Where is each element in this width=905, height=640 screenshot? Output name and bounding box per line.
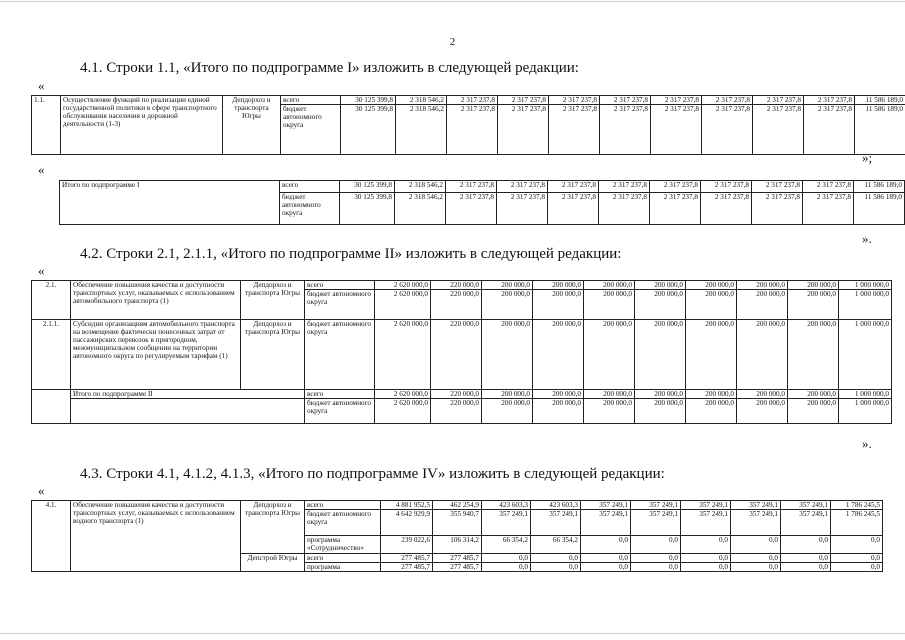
table-cell: 200 000,0 [686, 320, 737, 390]
table-cell: 2 317 237,8 [447, 96, 498, 105]
table-cell: 2 317 237,8 [548, 181, 599, 193]
table-cell: 1 000 000,0 [839, 290, 892, 320]
table-cell: 200 000,0 [482, 390, 533, 399]
table-cell: 2 317 237,8 [599, 193, 650, 225]
table-cell: 200 000,0 [584, 320, 635, 390]
table-total-I [59, 180, 905, 225]
table-cell: всего [305, 281, 375, 290]
table-cell: Депдорхоз и транспорта Югры [241, 501, 305, 554]
table-cell: 2 318 546,2 [396, 96, 447, 105]
table-cell: 0,0 [731, 554, 781, 563]
quote-close: ». [862, 436, 872, 451]
table-cell: 200 000,0 [788, 399, 839, 424]
table-cell: 357 249,1 [581, 510, 631, 536]
table-cell: 0,0 [631, 563, 681, 572]
table-cell: 2 317 237,8 [600, 105, 651, 155]
table-cell: 2.1.1. [32, 320, 71, 390]
table-cell: 4 881 952,5 [381, 501, 433, 510]
table-cell: 200 000,0 [737, 390, 788, 399]
table-cell: программа «Сотрудничество» [305, 536, 381, 554]
table-cell: 2 317 237,8 [549, 96, 600, 105]
table-cell: 2 317 237,8 [701, 193, 752, 225]
table-cell: 200 000,0 [482, 290, 533, 320]
table-cell: Осуществление функций по реализации единой государственной политики в сфере транспортного обслуживания населения и дорожной деятельности (1-3) [61, 96, 223, 155]
table-cell: 2 317 237,8 [650, 181, 701, 193]
table-cell: бюджет автономного округа [305, 320, 375, 390]
table-row [32, 96, 905, 105]
table-cell: всего [305, 501, 381, 510]
section-heading-4-1: 4.1. Строки 1.1, «Итого по подпрограмме I» изложить в следующей редакции: [80, 60, 579, 76]
table-cell: бюджет автономного округа [305, 510, 381, 536]
table-cell [32, 390, 71, 424]
table-cell: 239 022,6 [381, 536, 433, 554]
table-cell: 66 354,2 [482, 536, 531, 554]
table-cell: 0,0 [631, 554, 681, 563]
table-cell: 220 000,0 [431, 281, 482, 290]
table-cell: 357 249,1 [681, 510, 731, 536]
table-cell: 200 000,0 [635, 390, 686, 399]
table-cell: 357 249,1 [581, 501, 631, 510]
table-cell: 277 485,7 [381, 563, 433, 572]
table-cell: 0,0 [681, 536, 731, 554]
table-cell: 2 317 237,8 [549, 105, 600, 155]
table-cell: 0,0 [831, 554, 883, 563]
table-cell: 1 786 245,5 [831, 510, 883, 536]
table-cell: 0,0 [831, 536, 883, 554]
table-cell: 200 000,0 [584, 399, 635, 424]
table-cell: 200 000,0 [635, 399, 686, 424]
table-cell: 2 317 237,8 [497, 181, 548, 193]
table-cell: 2.1. [32, 281, 71, 320]
table-cell: 220 000,0 [431, 399, 482, 424]
quote-close: ». [862, 231, 872, 246]
scan-edge-top [0, 1, 905, 2]
table-cell: 1.1. [32, 96, 61, 155]
quote-open: « [38, 483, 45, 498]
table-cell: бюджет автономного округа [305, 290, 375, 320]
table-cell: 30 125 399,8 [341, 96, 396, 105]
table-cell: 200 000,0 [635, 281, 686, 290]
table-cell: бюджет автономного округа [281, 105, 341, 155]
table-cell: 0,0 [581, 536, 631, 554]
table-cell: 2 317 237,8 [752, 193, 803, 225]
table-cell: 423 603,3 [531, 501, 581, 510]
table-cell: 0,0 [731, 536, 781, 554]
table-cell: 2 317 237,8 [702, 96, 753, 105]
table-row [60, 181, 905, 193]
table-cell: 2 317 237,8 [753, 96, 804, 105]
table-cell: 2 317 237,8 [651, 96, 702, 105]
table-cell: 1 000 000,0 [839, 281, 892, 290]
table-cell: Субсидии организациям автомобильного транспорта на возмещение фактически понесенных затрат от пассажирских перевозок в пригородном, межмуниципальном сообщении на территории автономного округа по регулируемым тарифам (1) [71, 320, 241, 390]
table-cell: 200 000,0 [686, 399, 737, 424]
table-cell: 357 249,1 [631, 501, 681, 510]
table-cell: Итого по подпрограмме I [60, 181, 280, 225]
table-cell: Депстрой Югры [241, 554, 305, 572]
table-cell: 2 317 237,8 [803, 181, 854, 193]
table-cell: 2 620 000,0 [375, 390, 431, 399]
table-cell: 200 000,0 [737, 290, 788, 320]
table-cell: 2 317 237,8 [600, 96, 651, 105]
table-cell: 200 000,0 [788, 281, 839, 290]
table-cell: 1 786 245,5 [831, 501, 883, 510]
table-cell: 357 249,1 [482, 510, 531, 536]
table-cell: 2 620 000,0 [375, 320, 431, 390]
quote-open: « [38, 263, 45, 278]
table-cell: 200 000,0 [533, 399, 584, 424]
table-section-4-2 [31, 280, 892, 424]
table-cell: 1 000 000,0 [839, 320, 892, 390]
table-cell: 200 000,0 [686, 390, 737, 399]
table-cell: 2 317 237,8 [446, 193, 497, 225]
table-cell: 2 317 237,8 [804, 96, 855, 105]
table-row [32, 399, 892, 424]
table-cell: 200 000,0 [584, 390, 635, 399]
scan-edge-bottom [0, 633, 905, 634]
table-cell: 0,0 [482, 554, 531, 563]
table-cell: 200 000,0 [482, 320, 533, 390]
table-cell: 106 314,2 [433, 536, 482, 554]
table-cell: 0,0 [831, 563, 883, 572]
table-cell: 200 000,0 [533, 390, 584, 399]
table-cell: 2 317 237,8 [702, 105, 753, 155]
table-cell: Депдорхоз и транспорта Югры [241, 281, 305, 320]
table-cell: 2 620 000,0 [375, 399, 431, 424]
table-cell: 200 000,0 [482, 399, 533, 424]
table-cell: Обеспечение повышения качества и доступности транспортных услуг, оказываемых с использованием автомобильного транспорта (1) [71, 281, 241, 320]
table-cell: 277 485,7 [433, 563, 482, 572]
table-cell: 0,0 [681, 554, 731, 563]
table-cell: всего [305, 390, 375, 399]
table-cell: 11 586 189,0 [855, 96, 905, 105]
table-cell: 2 317 237,8 [803, 193, 854, 225]
table-cell: 1 000 000,0 [839, 399, 892, 424]
table-cell: 4 642 929,9 [381, 510, 433, 536]
table-cell: 462 254,9 [433, 501, 482, 510]
table-cell: 2 620 000,0 [375, 290, 431, 320]
table-cell: 30 125 399,8 [340, 181, 395, 193]
table-section-4-1 [31, 95, 905, 155]
table-cell: 200 000,0 [788, 390, 839, 399]
table-cell: 2 317 237,8 [446, 181, 497, 193]
table-cell: 2 317 237,8 [650, 193, 701, 225]
table-cell: 277 485,7 [433, 554, 482, 563]
table-cell: 4.1. [32, 501, 71, 572]
table-cell: 357 249,1 [781, 501, 831, 510]
table-cell: 11 586 189,0 [854, 181, 905, 193]
section-heading-4-2: 4.2. Строки 2.1, 2.1.1, «Итого по подпрограмме II» изложить в следующей редакции: [80, 246, 622, 262]
table-cell: 355 940,7 [433, 510, 482, 536]
table-cell: 11 586 189,0 [854, 193, 905, 225]
table-cell: 30 125 399,8 [340, 193, 395, 225]
page-number: 2 [449, 36, 456, 48]
table-cell: 200 000,0 [584, 290, 635, 320]
table-cell: 2 317 237,8 [701, 181, 752, 193]
table-cell: 220 000,0 [431, 390, 482, 399]
table-section-4-3 [31, 500, 883, 572]
table-cell: 2 317 237,8 [599, 181, 650, 193]
table-cell: 200 000,0 [533, 290, 584, 320]
table-cell: 0,0 [581, 563, 631, 572]
table-cell: 2 620 000,0 [375, 281, 431, 290]
table-cell: 200 000,0 [737, 399, 788, 424]
quote-open: « [38, 78, 45, 93]
table-cell: 200 000,0 [686, 290, 737, 320]
table-cell: 2 317 237,8 [752, 181, 803, 193]
table-cell: 0,0 [681, 563, 731, 572]
table-cell: 357 249,1 [631, 510, 681, 536]
table-cell: 220 000,0 [431, 320, 482, 390]
table-cell: 1 000 000,0 [839, 390, 892, 399]
table-cell: 0,0 [781, 536, 831, 554]
table-cell: 0,0 [531, 554, 581, 563]
table-cell: 200 000,0 [737, 281, 788, 290]
table-cell: 2 317 237,8 [804, 105, 855, 155]
table-cell: 200 000,0 [788, 290, 839, 320]
table-cell: Итого по подпрограмме II [71, 390, 305, 399]
table-cell: 200 000,0 [533, 320, 584, 390]
table-cell: 423 603,3 [482, 501, 531, 510]
quote-close: »; [862, 150, 873, 165]
table-cell: 2 317 237,8 [498, 105, 549, 155]
table-cell: 0,0 [781, 563, 831, 572]
table-cell: бюджет автономного округа [280, 193, 340, 225]
table-cell: 200 000,0 [737, 320, 788, 390]
table-row [32, 320, 892, 390]
table-cell: 2 317 237,8 [498, 96, 549, 105]
table-cell: программа [305, 563, 381, 572]
table-cell: 2 317 237,8 [548, 193, 599, 225]
table-cell: 220 000,0 [431, 290, 482, 320]
table-cell: 0,0 [581, 554, 631, 563]
table-cell: 2 318 546,2 [395, 193, 446, 225]
table-cell: 2 317 237,8 [497, 193, 548, 225]
table-cell: 200 000,0 [533, 281, 584, 290]
table-cell: бюджет автономного округа [305, 399, 375, 424]
table-cell: Депдорхоз и транспорта Югры [241, 320, 305, 390]
table-cell: 0,0 [482, 563, 531, 572]
table-cell: 0,0 [631, 536, 681, 554]
table-cell [71, 399, 305, 424]
quote-open: « [38, 162, 45, 177]
table-cell: 200 000,0 [584, 281, 635, 290]
table-cell: 200 000,0 [686, 281, 737, 290]
table-cell: 66 354,2 [531, 536, 581, 554]
table-cell: 11 586 189,0 [855, 105, 905, 155]
table-cell: 200 000,0 [788, 320, 839, 390]
table-cell: 277 485,7 [381, 554, 433, 563]
table-cell: 0,0 [731, 563, 781, 572]
table-cell: 2 318 546,2 [395, 181, 446, 193]
section-heading-4-3: 4.3. Строки 4.1, 4.1.2, 4.1.3, «Итого по подпрограмме IV» изложить в следующей редакции: [80, 466, 665, 482]
table-row [32, 390, 892, 399]
table-row [32, 501, 883, 510]
table-cell: 357 249,1 [681, 501, 731, 510]
table-cell: 357 249,1 [731, 501, 781, 510]
table-cell: всего [305, 554, 381, 563]
table-cell: 357 249,1 [531, 510, 581, 536]
table-cell: 2 318 546,2 [396, 105, 447, 155]
table-cell: 30 125 399,8 [341, 105, 396, 155]
table-cell: Депдорхоз и транспорта Югры [223, 96, 281, 155]
table-cell: 357 249,1 [781, 510, 831, 536]
table-cell: 2 317 237,8 [651, 105, 702, 155]
table-cell: 200 000,0 [635, 320, 686, 390]
table-cell: 2 317 237,8 [447, 105, 498, 155]
table-row [32, 281, 892, 290]
table-cell: 0,0 [531, 563, 581, 572]
table-cell: 200 000,0 [635, 290, 686, 320]
table-cell: 2 317 237,8 [753, 105, 804, 155]
table-cell: 357 249,1 [731, 510, 781, 536]
table-cell: Обеспечение повышения качества и доступности транспортных услуг, оказываемых с использованием водного транспорта (1) [71, 501, 241, 572]
table-cell: всего [280, 181, 340, 193]
table-cell: всего [281, 96, 341, 105]
table-cell: 200 000,0 [482, 281, 533, 290]
table-cell: 0,0 [781, 554, 831, 563]
